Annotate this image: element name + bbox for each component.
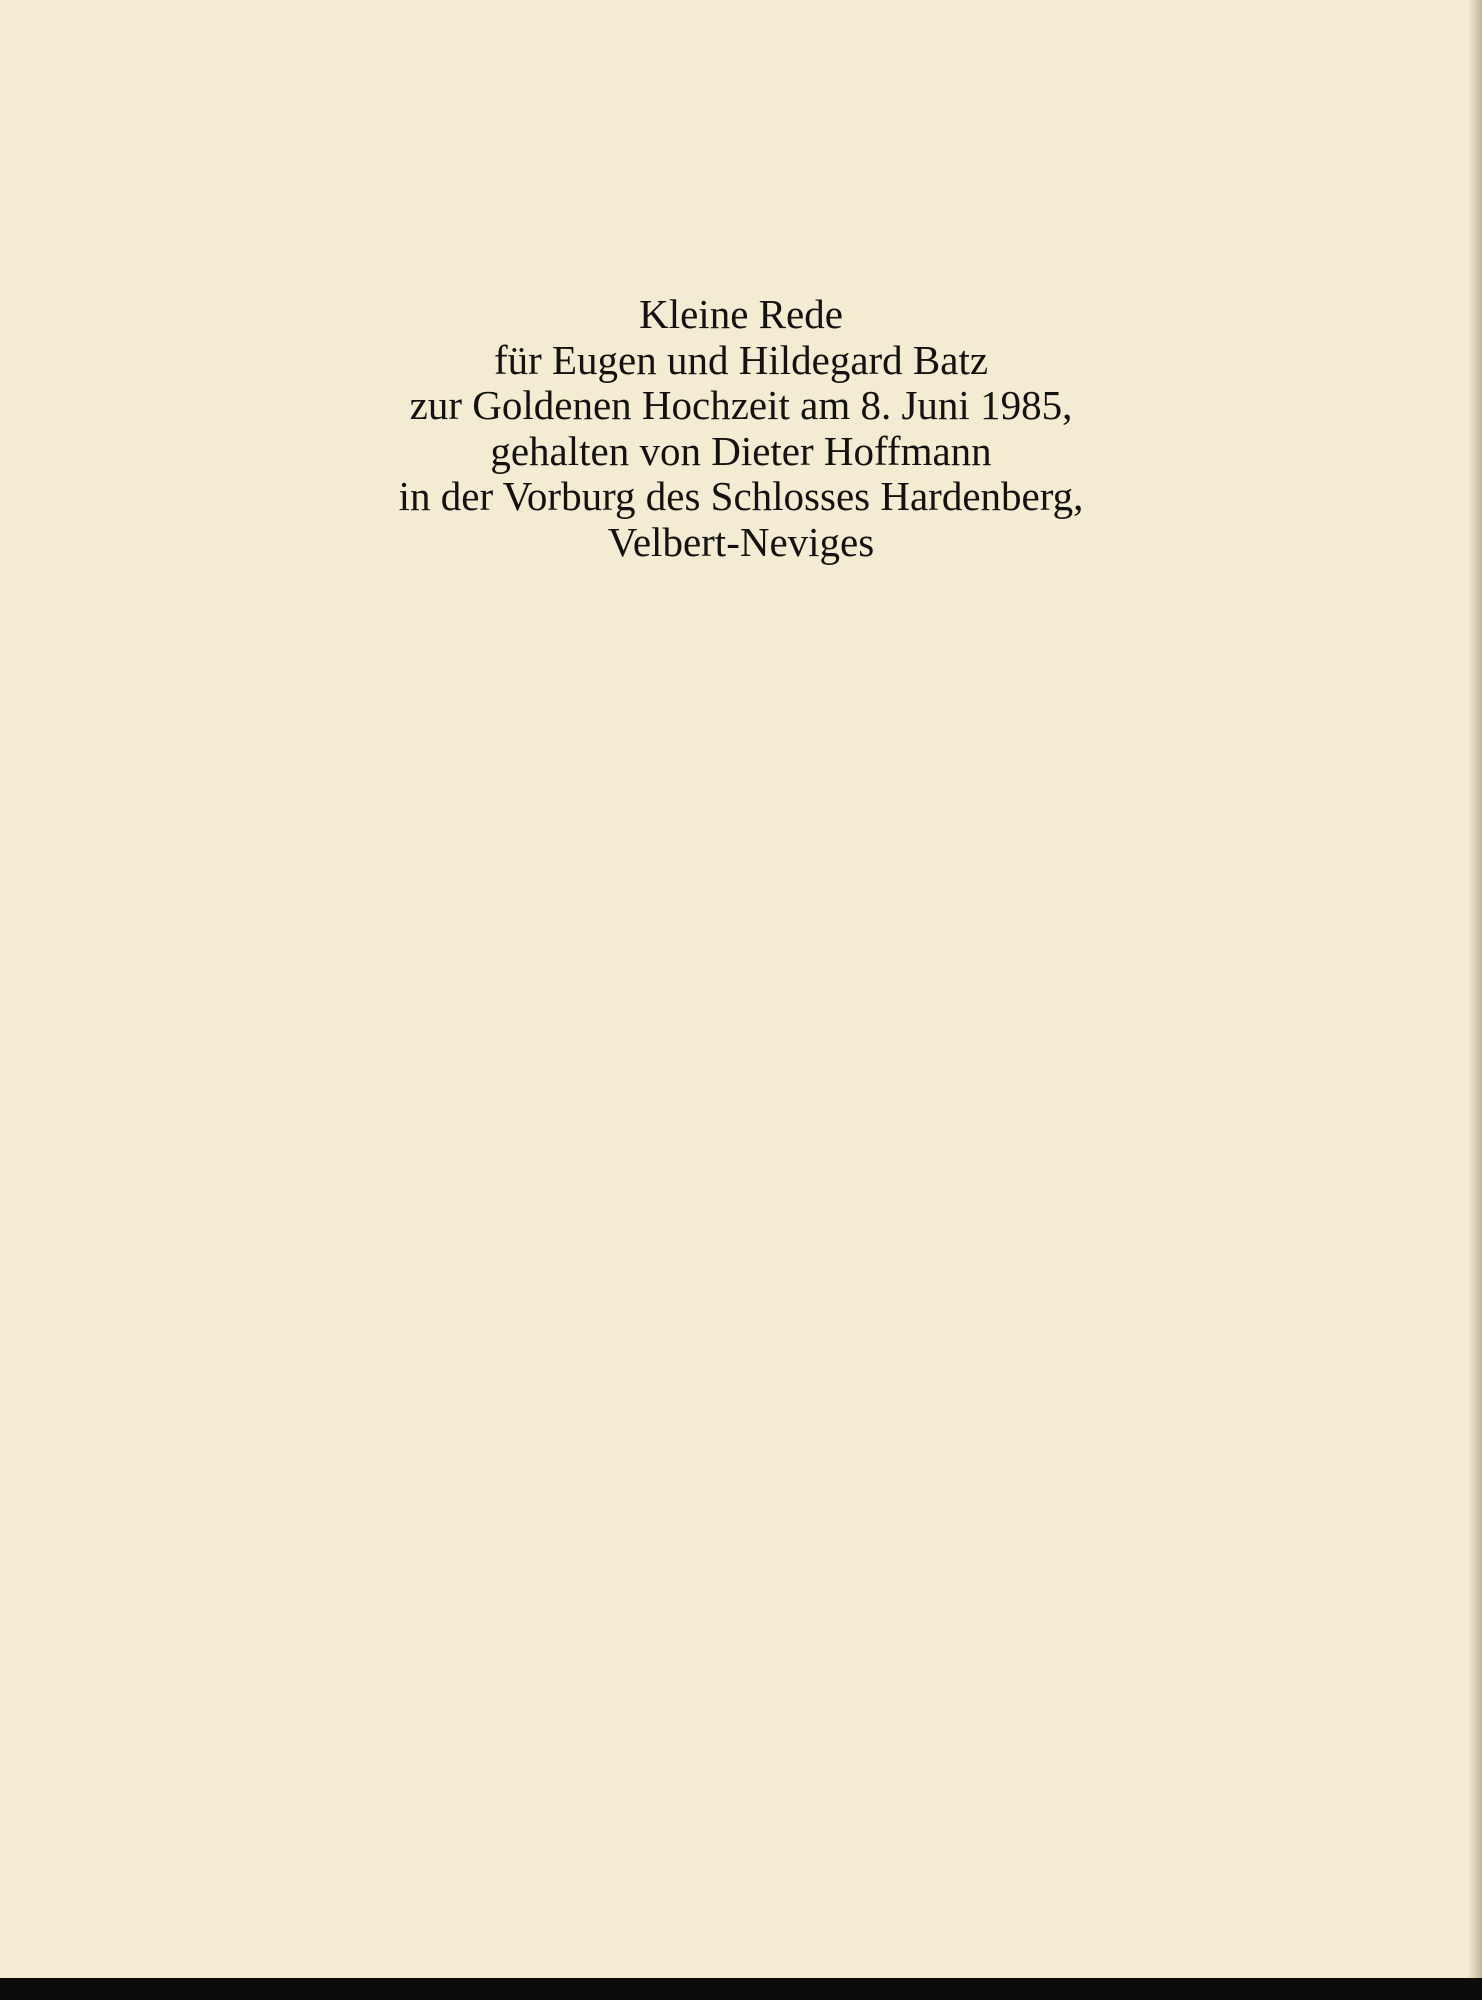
title-line-5: in der Vorburg des Schlosses Hardenberg, bbox=[398, 473, 1084, 519]
scan-bottom-edge bbox=[0, 1978, 1482, 2000]
title-line-1: Kleine Rede bbox=[639, 291, 843, 337]
title-block bbox=[0, 292, 1482, 565]
title-line-6: Velbert-Neviges bbox=[607, 518, 875, 565]
title-line-2: für Eugen und Hildegard Batz bbox=[493, 336, 989, 383]
title-line-4: gehalten von Dieter Hoffmann bbox=[490, 427, 992, 474]
title-line-3: zur Goldenen Hochzeit am 8. Juni 1985, bbox=[409, 382, 1073, 428]
